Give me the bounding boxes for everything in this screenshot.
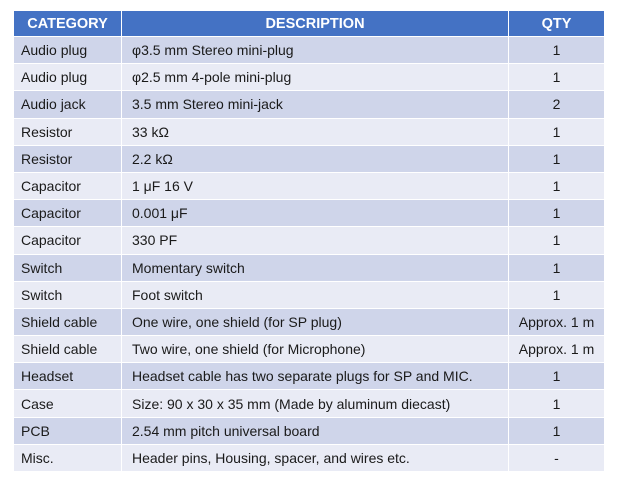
category-cell: Shield cable <box>14 308 122 335</box>
qty-cell: 1 <box>509 390 605 417</box>
description-cell: Two wire, one shield (for Microphone) <box>122 336 509 363</box>
description-cell: 33 kΩ <box>122 118 509 145</box>
qty-cell: 1 <box>509 200 605 227</box>
description-cell: Header pins, Housing, spacer, and wires etc. <box>122 444 509 471</box>
table-row <box>14 336 605 363</box>
description-cell: Headset cable has two separate plugs for SP and MIC. <box>122 363 509 390</box>
table-row <box>14 37 605 64</box>
parts-list-table <box>13 10 605 472</box>
category-cell: Audio plug <box>14 37 122 64</box>
category-cell: Audio plug <box>14 64 122 91</box>
table-row <box>14 444 605 471</box>
qty-cell: 1 <box>509 281 605 308</box>
category-cell: Capacitor <box>14 200 122 227</box>
table-row <box>14 363 605 390</box>
qty-cell: 1 <box>509 37 605 64</box>
qty-cell: - <box>509 444 605 471</box>
qty-cell: Approx. 1 m <box>509 336 605 363</box>
table-row <box>14 254 605 281</box>
description-cell: 2.54 mm pitch universal board <box>122 417 509 444</box>
category-cell: Case <box>14 390 122 417</box>
category-cell: Capacitor <box>14 227 122 254</box>
table-row <box>14 118 605 145</box>
table-row <box>14 200 605 227</box>
description-header: DESCRIPTION <box>122 11 509 37</box>
qty-cell: 1 <box>509 118 605 145</box>
description-cell: One wire, one shield (for SP plug) <box>122 308 509 335</box>
category-header: CATEGORY <box>14 11 122 37</box>
category-cell: Shield cable <box>14 336 122 363</box>
category-cell: Headset <box>14 363 122 390</box>
category-cell: Audio jack <box>14 91 122 118</box>
qty-cell: 1 <box>509 172 605 199</box>
description-cell: 330 PF <box>122 227 509 254</box>
category-cell: Switch <box>14 281 122 308</box>
table-row <box>14 417 605 444</box>
description-cell: 2.2 kΩ <box>122 145 509 172</box>
table-row <box>14 172 605 199</box>
qty-cell: Approx. 1 m <box>509 308 605 335</box>
category-cell: Resistor <box>14 118 122 145</box>
table-row <box>14 64 605 91</box>
qty-cell: 1 <box>509 227 605 254</box>
table-row <box>14 281 605 308</box>
description-cell: 0.001 μF <box>122 200 509 227</box>
header-row <box>14 11 605 37</box>
category-cell: Switch <box>14 254 122 281</box>
category-cell: Misc. <box>14 444 122 471</box>
qty-cell: 1 <box>509 64 605 91</box>
table-row <box>14 145 605 172</box>
category-cell: Capacitor <box>14 172 122 199</box>
description-cell: φ2.5 mm 4-pole mini-plug <box>122 64 509 91</box>
description-cell: Size: 90 x 30 x 35 mm (Made by aluminum diecast) <box>122 390 509 417</box>
qty-cell: 2 <box>509 91 605 118</box>
description-cell: 1 μF 16 V <box>122 172 509 199</box>
qty-cell: 1 <box>509 254 605 281</box>
qty-cell: 1 <box>509 363 605 390</box>
table-row <box>14 227 605 254</box>
description-cell: Momentary switch <box>122 254 509 281</box>
table-row <box>14 308 605 335</box>
description-cell: 3.5 mm Stereo mini-jack <box>122 91 509 118</box>
description-cell: φ3.5 mm Stereo mini-plug <box>122 37 509 64</box>
table-row <box>14 91 605 118</box>
qty-header: QTY <box>509 11 605 37</box>
category-cell: Resistor <box>14 145 122 172</box>
qty-cell: 1 <box>509 145 605 172</box>
category-cell: PCB <box>14 417 122 444</box>
table-row <box>14 390 605 417</box>
description-cell: Foot switch <box>122 281 509 308</box>
qty-cell: 1 <box>509 417 605 444</box>
